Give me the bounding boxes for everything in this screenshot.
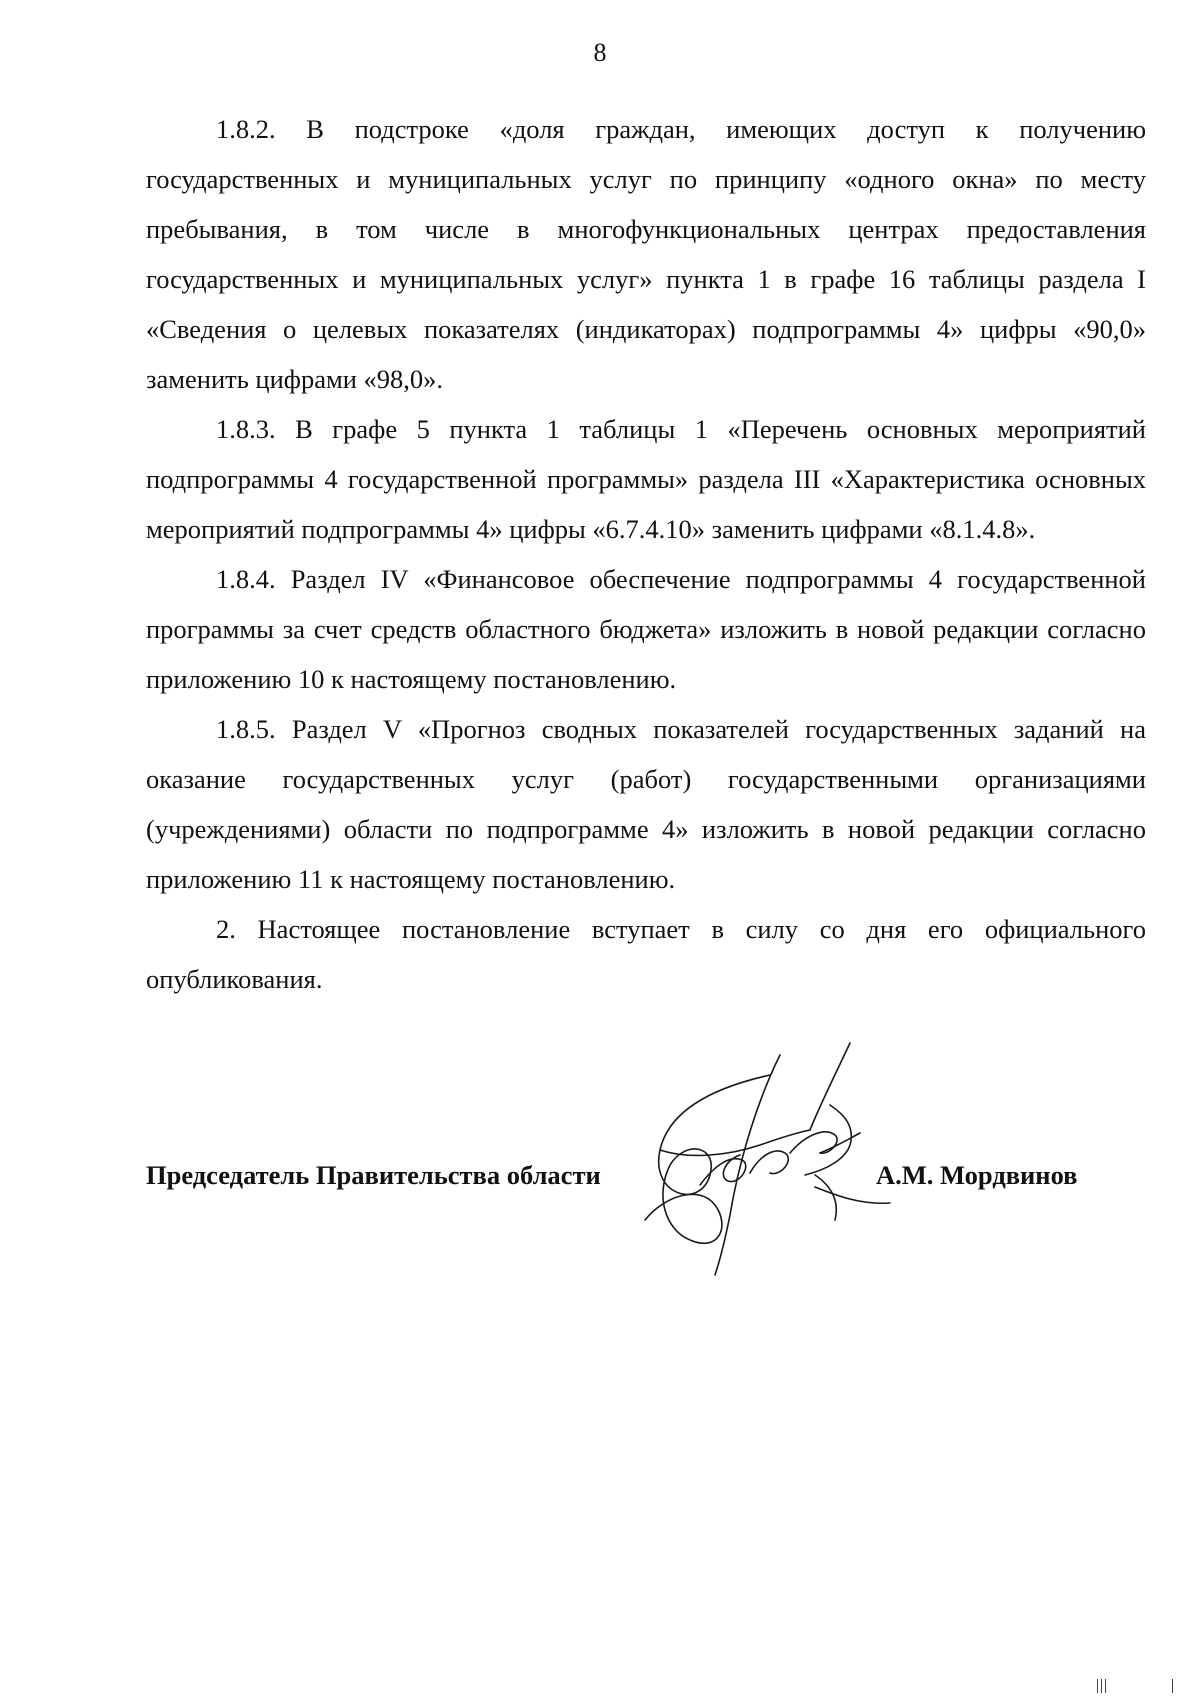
handwritten-signature <box>630 1035 930 1285</box>
paragraph-1-8-4: 1.8.4. Раздел IV «Финансовое обеспечение подпрограммы 4 государственной программы за счет средств областного бюджета» изложить в новой редакции согласно приложению 10 к настоящему постановлению. <box>146 564 1146 694</box>
paragraph-1-8-5: 1.8.5. Раздел V «Прогноз сводных показателей государственных заданий на оказание государственных услуг (работ) государственными организациями (учреждениями) области по подпрограмме 4» изложить в новой редакции согласно приложению 11 к настоящему постановлению. <box>146 714 1146 894</box>
signer-name: А.М. Мордвинов <box>876 1160 1078 1190</box>
scan-edge-mark <box>1097 1679 1098 1693</box>
page-number: 8 <box>593 38 607 67</box>
scan-edge-mark <box>1105 1679 1106 1693</box>
scan-edge-mark <box>1101 1679 1102 1693</box>
paragraph-1-8-2: 1.8.2. В подстроке «доля граждан, имеющих доступ к получению государственных и муниципальных услуг по принципу «одного окна» по месту пребывания, в том числе в многофункциональных центрах предоставления государственных и муниципальных услуг» пункта 1 в графе 16 таблицы раздела I «Сведения о целевых показателях (индикаторах) подпрограммы 4» цифры «90,0» заменить цифрами «98,0». <box>146 114 1146 394</box>
scan-edge-mark <box>1172 1679 1173 1693</box>
paragraph-1-8-3: 1.8.3. В графе 5 пункта 1 таблицы 1 «Перечень основных мероприятий подпрограммы 4 государственной программы» раздела III «Характеристика основных мероприятий подпрограммы 4» цифры «6.7.4.10» заменить цифрами «8.1.4.8». <box>146 414 1146 544</box>
document-body <box>146 104 1146 1004</box>
signer-title: Председатель Правительства области <box>146 1160 601 1190</box>
paragraph-2: 2. Настоящее постановление вступает в силу со дня его официального опубликования. <box>146 914 1146 994</box>
